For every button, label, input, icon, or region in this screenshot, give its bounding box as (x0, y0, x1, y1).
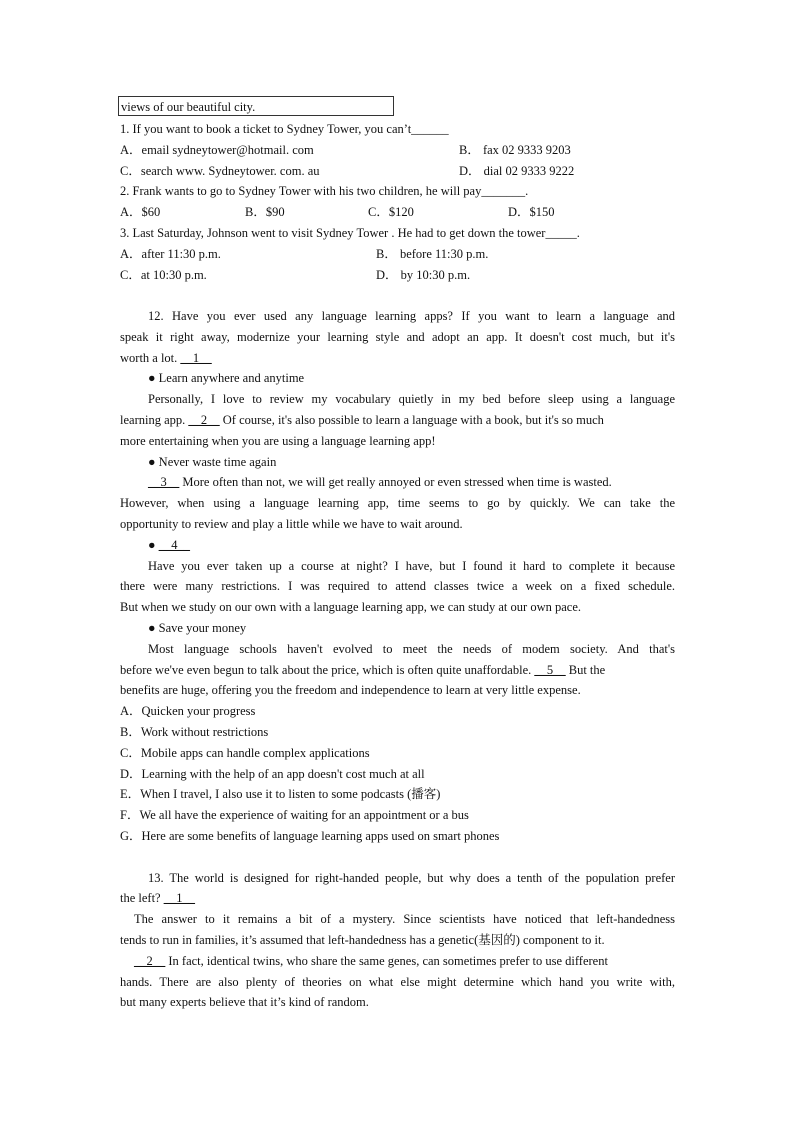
option-e: E．When I travel, I also use it to listen to some podcasts (播客) (120, 787, 441, 801)
passage-text: learning app. (120, 413, 189, 427)
passage-12-line (120, 412, 675, 428)
question-1-option-c: C．search www. Sydneytower. com. au (120, 164, 320, 178)
answer-blank: __1__ (163, 891, 195, 905)
option-f: F．We all have the experience of waiting for an appointment or a bus (120, 808, 469, 822)
passage-text: the left? (120, 891, 164, 905)
passage-12-line: benefits are huge, offering you the freedom and independence to learn at very little expense. (120, 683, 581, 697)
passage-12-line: But when we study on our own with a language learning app, we can study at our own pace. (120, 600, 581, 614)
passage-text: More often than not, we will get really annoyed or even stressed when time is wasted. (179, 475, 612, 489)
box-text: views of our beautiful city. (121, 100, 256, 114)
option-a: A．Quicken your progress (120, 704, 256, 718)
section-heading: ● Never waste time again (148, 455, 277, 469)
question-3-stem: 3. Last Saturday, Johnson went to visit Sydney Tower . He had to get down the tower_____. (120, 226, 580, 240)
passage-12-line: 12. Have you ever used any language learning apps? If you want to learn a language and (148, 309, 675, 323)
option-c: C．Mobile apps can handle complex applications (120, 746, 370, 760)
passage-text: before we've even begun to talk about the price, which is often quite unaffordable. (120, 663, 535, 677)
answer-blank: __3__ (148, 475, 180, 489)
passage-13-line: hands. There are also plenty of theories on what else might determine which hand you write with, (120, 975, 675, 989)
question-3-option-d: D． by 10:30 p.m. (376, 268, 471, 282)
passage-12-line (120, 662, 675, 678)
option-b: B．Work without restrictions (120, 725, 269, 739)
passage-13-line (134, 953, 675, 969)
passage-text: Of course, it's also possible to learn a language with a book, but it's so much (219, 413, 604, 427)
passage-12-line: opportunity to review and play a little while we have to wait around. (120, 517, 463, 531)
passage-13-line: but many experts believe that it’s kind of random. (120, 995, 369, 1009)
text-box (118, 96, 394, 116)
passage-13-line (120, 890, 675, 906)
answer-blank: __2__ (188, 413, 220, 427)
question-3-option-b: B． before 11:30 p.m. (376, 247, 489, 261)
passage-12-line: speak it right away, modernize your learning style and adopt an app. It doesn't cost much, but it's (120, 330, 675, 344)
passage-text: worth a lot. (120, 351, 181, 365)
passage-12-line: Most language schools haven't evolved to meet the needs of modem society. And that's (148, 642, 675, 656)
answer-blank: __2__ (134, 954, 166, 968)
passage-12-line: more entertaining when you are using a language learning app! (120, 434, 436, 448)
bullet: ● (148, 538, 159, 552)
passage-text: But the (565, 663, 606, 677)
option-g: G．Here are some benefits of language learning apps used on smart phones (120, 829, 500, 843)
passage-13-line: tends to run in families, it’s assumed that left-handedness has a genetic(基因的) component to it. (120, 933, 605, 947)
passage-12-line: However, when using a language learning app, time seems to go by quickly. We can take the (120, 496, 675, 510)
question-2-option-d: D．$150 (508, 205, 555, 219)
question-3-option-a: A．after 11:30 p.m. (120, 247, 221, 261)
question-3-option-c: C．at 10:30 p.m. (120, 268, 207, 282)
answer-blank: __1__ (180, 351, 212, 365)
section-heading: ● Save your money (148, 621, 247, 635)
answer-blank: __5__ (534, 663, 566, 677)
question-1-option-b: B． fax 02 9333 9203 (459, 143, 571, 157)
question-2-option-c: C．$120 (368, 205, 414, 219)
question-2-stem: 2. Frank wants to go to Sydney Tower with his two children, he will pay_______. (120, 184, 529, 198)
passage-text: In fact, identical twins, who share the same genes, can sometimes prefer to use different (165, 954, 608, 968)
passage-12-line: there were many restrictions. I was required to attend classes twice a week on a fixed schedule. (120, 579, 675, 593)
answer-blank: __4__ (158, 538, 190, 552)
passage-12-line (120, 350, 675, 366)
section-heading: ● Learn anywhere and anytime (148, 371, 305, 385)
passage-12-line: Have you ever taken up a course at night? I have, but I found it hard to complete it because (148, 559, 675, 573)
section-heading (148, 537, 675, 553)
passage-13-line: The answer to it remains a bit of a mystery. Since scientists have noticed that left-handedness (134, 912, 675, 926)
passage-12-line (148, 474, 675, 490)
option-d: D．Learning with the help of an app doesn't cost much at all (120, 767, 425, 781)
passage-13-line: 13. The world is designed for right-handed people, but why does a tenth of the population prefer (148, 871, 675, 885)
question-1-option-a: A．email sydneytower@hotmail. com (120, 143, 314, 157)
passage-12-line: Personally, I love to review my vocabulary quietly in my bed before sleep using a language (148, 392, 675, 406)
question-2-option-a: A．$60 (120, 205, 161, 219)
question-1-option-d: D． dial 02 9333 9222 (459, 164, 575, 178)
question-2-option-b: B．$90 (245, 205, 285, 219)
question-1-stem: 1. If you want to book a ticket to Sydney Tower, you can’t______ (120, 122, 449, 136)
